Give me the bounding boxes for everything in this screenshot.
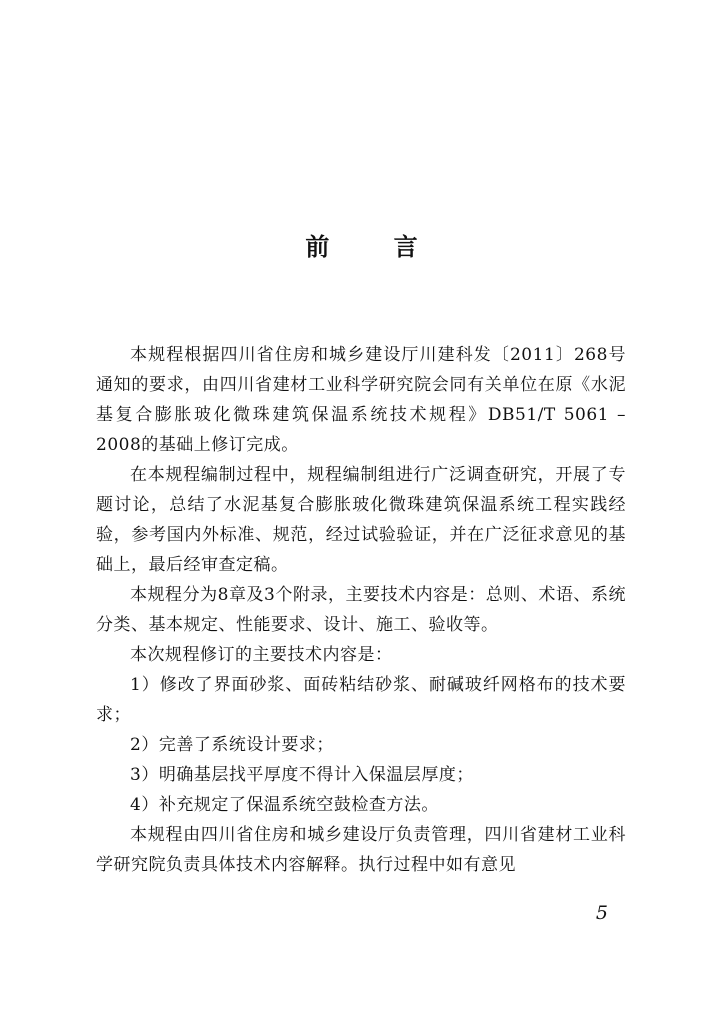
paragraph-basis: 本规程根据四川省住房和城乡建设厅川建科发〔2011〕268号通知的要求，由四川省建材工业科学研究院会同有关单位在原《水泥基复合膨胀玻化微珠建筑保温系统技术规程》DB51/T 5061 – 2008的基础上修订完成。 xyxy=(96,345,626,455)
paragraph-revision-intro: 本次规程修订的主要技术内容是： xyxy=(130,645,393,665)
paragraph-revision-item-4: 4）补充规定了保温系统空鼓检查方法。 xyxy=(130,795,439,815)
paragraph-process: 在本规程编制过程中，规程编制组进行广泛调查研究，开展了专题讨论，总结了水泥基复合膨胀玻化微珠建筑保温系统工程实践经验，参考国内外标准、规范，经过试验验证，并在广泛征求意见的基础上，最后经审查定稿。 xyxy=(96,465,626,575)
paragraph-revision-item-2: 2）完善了系统设计要求； xyxy=(130,735,334,755)
paragraph-management: 本规程由四川省住房和城乡建设厅负责管理，四川省建材工业科学研究院负责具体技术内容解释。执行过程中如有意见 xyxy=(96,825,626,875)
page-title: 前 言 xyxy=(305,232,446,261)
body-text xyxy=(96,340,626,880)
paragraph-revision-item-3: 3）明确基层找平厚度不得计入保温层厚度； xyxy=(130,765,474,785)
page-number: 5 xyxy=(595,902,608,924)
paragraph-revision-item-1: 1）修改了界面砂浆、面砖粘结砂浆、耐碱玻纤网格布的技术要求； xyxy=(96,675,626,725)
paragraph-structure: 本规程分为8章及3个附录，主要技术内容是：总则、术语、系统分类、基本规定、性能要求、设计、施工、验收等。 xyxy=(96,585,626,635)
